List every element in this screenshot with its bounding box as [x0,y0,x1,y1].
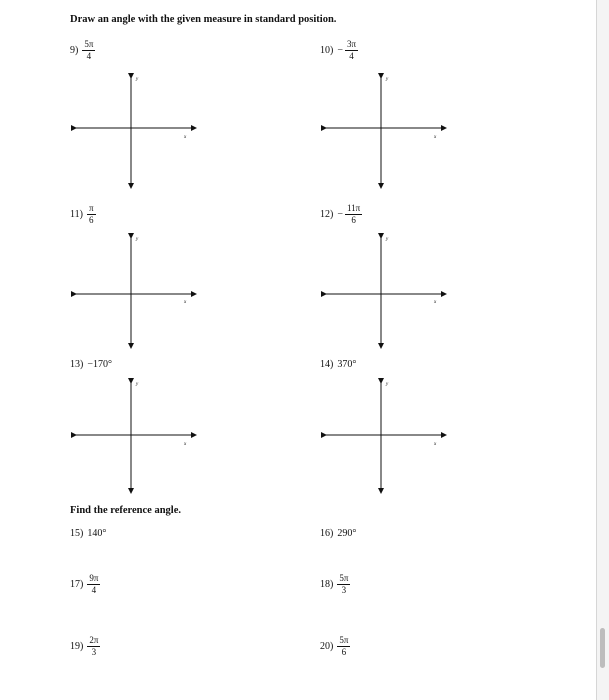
y-axis-label: y [386,77,389,82]
denominator: 3 [341,585,347,595]
problem-number: 18) [320,579,334,590]
denominator: 4 [349,51,354,61]
fraction [87,636,100,657]
y-axis-label: y [136,77,139,82]
problem-number: 15) [70,528,84,539]
denominator: 6 [341,647,347,657]
problem-9 [70,40,95,61]
x-axis-label: x [434,135,437,140]
x-axis-label: x [184,135,187,140]
problem-number: 13) [70,359,84,370]
problem-number: 17) [70,579,84,590]
problem-10 [320,40,358,61]
angle-value: 370° [337,359,357,370]
x-axis-label: x [184,442,187,447]
negative-sign: − [337,209,343,220]
y-axis-label: y [136,382,139,387]
numerator: 2π [89,635,99,645]
fraction [337,636,350,657]
problem-number: 9) [70,45,79,56]
problem-number: 11) [70,209,83,220]
y-axis-label: y [386,237,389,242]
problem-20 [320,636,350,657]
fraction [87,204,96,225]
problem-13 [70,359,112,370]
denominator: 3 [91,647,97,657]
problem-16 [320,528,356,539]
problem-11 [70,204,96,225]
fraction [345,40,358,61]
x-axis-label: x [184,300,187,305]
numerator: 3π [346,39,357,49]
problem-number: 10) [320,45,334,56]
problem-number: 12) [320,209,334,220]
coordinate-axes-problem-12 [320,232,450,350]
y-axis-label: y [136,237,139,242]
numerator: π [88,203,94,213]
problem-19 [70,636,100,657]
numerator: 9π [89,573,99,583]
y-axis-label: y [386,382,389,387]
section-heading-draw-angle: Draw an angle with the given measure in standard position. [70,14,337,25]
numerator: 5π [339,635,349,645]
fraction [87,574,100,595]
numerator: 5π [84,39,94,49]
problem-14 [320,359,356,370]
denominator: 4 [91,585,97,595]
x-axis-label: x [434,442,437,447]
coordinate-axes-problem-9 [70,72,200,190]
coordinate-axes-problem-13 [70,377,200,495]
problem-number: 14) [320,359,334,370]
fraction [345,204,362,225]
fraction [82,40,95,61]
angle-value: 140° [87,528,107,539]
problem-17 [70,574,100,595]
viewer-scrollbar-thumb[interactable] [600,628,605,668]
problem-number: 19) [70,641,84,652]
numerator: 5π [339,573,349,583]
angle-value: −170° [87,359,112,370]
denominator: 6 [88,215,94,225]
coordinate-axes-problem-14 [320,377,450,495]
problem-number: 20) [320,641,334,652]
problem-12 [320,204,362,225]
x-axis-label: x [434,300,437,305]
coordinate-axes-problem-11 [70,232,200,350]
section-heading-reference-angle: Find the reference angle. [70,505,182,516]
fraction [337,574,350,595]
denominator: 6 [351,215,356,225]
denominator: 4 [86,51,92,61]
problem-15 [70,528,106,539]
problem-number: 16) [320,528,334,539]
numerator: 11π [346,203,361,213]
angle-value: 290° [337,528,357,539]
problem-18 [320,574,350,595]
negative-sign: − [337,45,343,56]
viewer-scrollbar-track[interactable] [596,0,609,700]
coordinate-axes-problem-10 [320,72,450,190]
